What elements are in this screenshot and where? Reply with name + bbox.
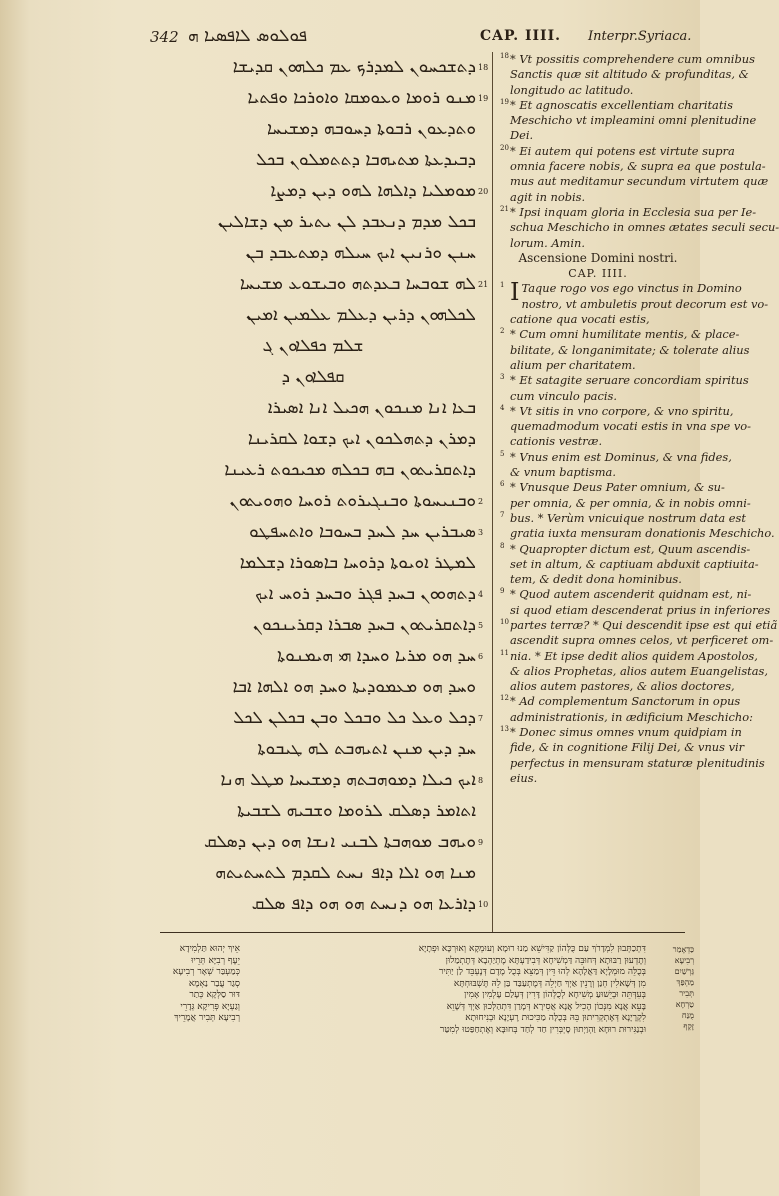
latin-line xyxy=(500,465,696,480)
interpretation-label: Interpr.Syriaca. xyxy=(588,29,692,44)
latin-line-text: * Vnus enim est Dominus, & vna fides, xyxy=(510,449,732,464)
syriac-line: ܕܬܫܟܚܘܢ ܠܡܕܪܟ ܥܡ ܟܠܗܘܢ ܩܕܝܫܐ xyxy=(232,57,476,77)
latin-line-text: bus. * Verùm vnicuique nostrum data est xyxy=(510,510,746,525)
syriac-verse-number xyxy=(478,114,490,145)
latin-line-text: quemadmodum vocati estis in vna spe vo- xyxy=(510,419,751,434)
latin-line xyxy=(500,725,742,740)
syriac-line: ܕܒܝܕܥܬܐ ܡܬܝܗܒܐ ܕܬܬܡܠܘܢ ܒܟܠ xyxy=(255,150,476,170)
latin-line-text: * Quapropter dictum est, Quum ascendis- xyxy=(510,541,751,556)
latin-line xyxy=(500,617,778,633)
syriac-verse-number xyxy=(478,145,490,176)
latin-line-text: Taque rogo vos ego vinctus in Domino xyxy=(521,281,742,296)
syriac-verse-number: 3 xyxy=(478,528,484,537)
latin-line-text: ascendit supra omnes celos, vt perficeret om- xyxy=(510,633,774,648)
syriac-verse-number: 6 xyxy=(478,652,484,661)
syriac-line: ܡܢܘ ܪܘܡܐ ܘܥܘܡܩܐ ܘܐܘܪܟܐ ܘܦܬܝܐ xyxy=(247,88,476,108)
latin-line xyxy=(500,236,696,251)
latin-line-text: mus aut meditamur secundum virtutem quæ xyxy=(510,174,769,189)
hebrew-accent-line: רְבִיעָא תְּבִיר אֲמָרֵיךְ xyxy=(174,1013,240,1023)
latin-line xyxy=(500,159,766,174)
latin-verse-number: 3 xyxy=(500,373,505,382)
latin-verse-number: 4 xyxy=(500,403,505,412)
latin-line-text: Meschicho vt impleamini omni plenitudine xyxy=(510,113,757,128)
hebrew-accent-line: אֵיךְ יְהוּא תַּלְמִידָא xyxy=(179,944,240,954)
latin-verse-number: 10 xyxy=(500,617,509,626)
latin-line-text: & alios Prophetas, alios autem Euangelistas, xyxy=(510,663,768,678)
latin-line-text: & vnum baptisma. xyxy=(510,465,616,480)
syriac-line: ܩܦܠܐܘܢ ܕ xyxy=(281,367,345,387)
syriac-line: ܒܥܐ ܐܢܐ ܡܢܟܘܢ ܗܟܝܠ ܐܢܐ ܐܣܝܪܐ xyxy=(267,398,476,418)
syriac-verse-number xyxy=(478,734,490,765)
latin-line xyxy=(500,449,732,465)
syriac-verse-number xyxy=(478,455,490,486)
latin-line-text: agit in nobis. xyxy=(510,189,586,204)
syriac-line: ܕܐܬܩܪܝܬܘܢ ܒܗ ܒܟܠܗ ܡܟܝܟܘܬ ܪܥܝܢܐ xyxy=(224,460,476,480)
latin-line xyxy=(500,663,768,679)
latin-verse-number: 6 xyxy=(500,480,505,489)
hebrew-text-line: לִקְרָיָנָא דְּאֶתְקְרִיתוּן בֵּהּ בְּכֻלָּה מַכִּיכוּת רֶעְיָנָא וּבְנִיחוּתָא xyxy=(465,1013,646,1023)
syriac-line: ܘܬܕܥܘܢ ܪܒܘܬܐ ܕܚܘܒܗ ܕܡܫܝܚܐ xyxy=(267,119,476,139)
syriac-verse-number xyxy=(478,207,490,238)
syriac-verse-number: 10 xyxy=(478,900,489,909)
section-heading xyxy=(500,251,696,266)
syriac-verse-number xyxy=(478,548,490,579)
latin-line-text: * Vt sitis in vno corpore, & vno spiritu, xyxy=(510,403,734,418)
syriac-line: ܠܡܛܪ ܐܘܝܘܬܐ ܕܪܘܚܐ ܒܐܣܘܪܐ ܕܫܠܡܐ xyxy=(239,553,476,573)
latin-line-text: eius. xyxy=(510,770,538,785)
syriac-line: ܒܟܠ ܡܕܡ ܕܢܥܒܕ ܠܢ ܝܬܝܪ ܡܢ ܕܫܐܠܝܢ xyxy=(218,212,476,232)
latin-line-text: Ascensione Domini nostri. xyxy=(518,250,678,265)
hebrew-text-line: וְתֶדְעוּן רַבּוּתָא דְּחוּבֵּה דַּמְשִׁיחָא דְּבִידַעְתָּא מֶתְיַהְבָא דְּתֶתְמַלוּן xyxy=(445,955,646,966)
latin-line xyxy=(500,480,725,495)
latin-line-text: gratia iuxta mensuram donationis Meschicho. xyxy=(510,526,775,541)
latin-line-text: perfectus in mensuram staturæ plenitudinis xyxy=(510,755,765,770)
latin-line xyxy=(500,541,751,557)
syriac-verse-number: 7 xyxy=(478,714,484,723)
latin-line xyxy=(500,556,759,572)
latin-line-text: alium per charitatem. xyxy=(510,357,636,372)
syriac-line: ܘܒܢܝܚܘܬܐ ܘܒܢܓܝܪܘܬ ܪܘܚܐ ܘܗܘܝܬܘܢ xyxy=(229,491,476,511)
latin-line-text: * Quod autem ascenderit quidnam est, ni- xyxy=(510,587,752,602)
column-divider xyxy=(492,52,493,932)
latin-line xyxy=(500,694,741,709)
syriac-line: ܣܝܒܪܝܢ ܚܕ ܠܚܕ ܒܚܘܒܐ ܘܐܬܚܦܛܘ xyxy=(249,522,476,542)
syriac-verse-numbers xyxy=(478,52,490,920)
hebrew-text-line: בָּעֵא אֲנָא מִנְּכוֹן הָכִיל אֲנָא אֲסִירָא דְּמָרַן דִּתְהַלְּכוּן אַיְךְ דְּשָׁוֵא xyxy=(446,1001,646,1012)
hebrew-accent-line: וְגַעְיָא פְּרִיקָא גְּדָרֵי xyxy=(180,1001,240,1012)
syriac-verse-number: 9 xyxy=(478,838,484,847)
latin-line-text: * Donec simus omnes vnum quidpiam in xyxy=(510,725,742,740)
latin-line xyxy=(500,327,740,342)
latin-line xyxy=(500,389,696,404)
syriac-line: ܫܠܡ ܟܦܠܐܘܢ ܓ xyxy=(262,336,364,356)
latin-line-text: set in altum, & captiuam abduxit captiuita- xyxy=(510,556,759,571)
syriac-verse-number: 20 xyxy=(478,187,489,196)
hebrew-margin-line: טַרְחָא xyxy=(675,1000,694,1009)
page-number: 342 xyxy=(150,28,179,46)
latin-line xyxy=(500,526,775,541)
latin-line-text: bilitate, & longanimitate; & tolerate alius xyxy=(510,342,750,357)
latin-line-text: omnia facere nobis, & supra ea que postula- xyxy=(510,159,766,174)
latin-line xyxy=(500,174,769,189)
syriac-line: ܡܢܐ ܗܘ ܐܠܐ ܕܐܦ ܢܚܬ ܠܩܕܡ ܠܬܚܬܝܬܗ xyxy=(215,863,476,883)
hebrew-margin-line: גֵּרְשַׁיִם xyxy=(674,967,694,976)
latin-line xyxy=(500,220,779,235)
latin-verse-number: 7 xyxy=(500,510,505,519)
latin-verse-number: 1 xyxy=(500,281,505,290)
syriac-line: ܡܘܡܠܝܐ ܕܐܠܗܐ ܠܗܘ ܕܝܢ ܕܡܨܐ xyxy=(270,181,476,201)
hebrew-margin-line: כַּדְאָמַר xyxy=(672,945,694,954)
syriac-line: ܚܕ ܕܝܢ ܡܢܢ ܐܬܝܗܒܬ ܠܗ ܛܝܒܘܬܐ xyxy=(257,739,476,759)
syriac-line: ܐܝܟ ܟܝܠܐ ܕܡܘܗܒܬܗ ܕܡܫܝܚܐ ܡܛܠ ܗܢܐ xyxy=(220,770,476,790)
latin-line xyxy=(500,434,696,449)
latin-line xyxy=(500,358,696,373)
latin-line-text: catione qua vocati estis, xyxy=(510,312,650,327)
hebrew-text-line: מִן דְּשָׁאלִין חְנַן וְרָנֵין אַיְךְ חַיְלֵה דְּמֶתְעַבַּד בַּן לֵהּ תֶּשְׁבּוּחְתָּא xyxy=(453,978,646,989)
latin-line-text: Dei. xyxy=(510,128,534,143)
latin-line-text: * Ad complementum Sanctorum in opus xyxy=(510,694,741,709)
latin-line xyxy=(500,587,752,602)
latin-verse-number: 19 xyxy=(500,97,509,106)
latin-line-text: per omnia, & per omnia, & in nobis omni- xyxy=(510,495,751,510)
footnote-divider xyxy=(160,932,685,933)
hebrew-text-line: בְּכֻלֵּה מוּמְלָיָא דַּאֲלָהָא לְהוּ דֵּין דְּמַצֵּא בְּכֻל מֶדֶם דְּנֶעְבֵּד לַן יַתִּיר xyxy=(438,967,646,977)
latin-line-text: Sanctis quæ sit altitudo & profunditas, & xyxy=(510,67,749,82)
latin-line-text: * Cum omni humilitate mentis, & place- xyxy=(510,327,740,342)
latin-line xyxy=(500,495,751,511)
latin-line xyxy=(500,709,753,725)
latin-line-text: partes terræ? * Qui descendit ipse est qui etiã xyxy=(510,617,778,632)
latin-line-text: * Ipsi inquam gloria in Ecclesia sua per Ie- xyxy=(510,204,757,219)
latin-line-text: nostro, vt ambuletis prout decorum est vo- xyxy=(521,296,769,311)
hebrew-margin-line: מֻנַּח xyxy=(681,1011,694,1020)
latin-text-column xyxy=(500,52,779,922)
syriac-line: ܚܢܢ ܘܪܢܝܢ ܐܝܟ ܚܝܠܗ ܕܡܬܥܒܕ ܒܢ xyxy=(245,243,476,263)
syriac-line: ܠܗ ܫܘܒܚܐ ܒܥܕܬܗ ܘܒܝܫܘܥ ܡܫܝܚܐ xyxy=(239,274,476,294)
latin-line-text: fide, & in cognitione Filij Dei, & vnus vir xyxy=(510,740,745,755)
latin-line-text: CAP. IIII. xyxy=(568,267,628,281)
hebrew-text-line: דִּתְכַתְּבוּן לִמְדָרֹךְ עַם כֻּלְּהוֹן קַדִּישֵׁא מַנוּ רוּמָא וְעוּמְקָא וְאוּרְכָּא וּפְתָיָא xyxy=(418,944,646,954)
latin-line xyxy=(500,83,696,98)
syriac-text-column xyxy=(150,52,476,920)
hebrew-margin-line: מַהְפַּךְ xyxy=(676,978,694,987)
hebrew-accent-line: יֵעֶף רְבִיָּא תְּרֵיוּ xyxy=(191,955,240,966)
latin-verse-number: 18 xyxy=(500,52,509,60)
latin-verse-number: 8 xyxy=(500,541,505,550)
chapter-label: CAP. IIII. xyxy=(480,28,562,44)
hebrew-translation-block xyxy=(246,944,646,1036)
hebrew-margin-line: זָקֵף xyxy=(683,1022,694,1031)
latin-line xyxy=(500,633,774,648)
latin-line xyxy=(500,572,696,587)
latin-line xyxy=(500,204,757,220)
latin-line xyxy=(500,113,757,128)
hebrew-margin-line: תְּבִיר xyxy=(679,989,694,998)
latin-verse-number: 9 xyxy=(500,587,505,596)
syriac-verse-number: 21 xyxy=(478,280,489,289)
syriac-verse-number: 8 xyxy=(478,776,484,785)
latin-line xyxy=(500,510,746,526)
page-header xyxy=(150,28,690,50)
latin-line xyxy=(500,419,751,434)
drop-capital: I xyxy=(510,278,520,307)
hebrew-text-line: בְּעִדְּתֵּה וּבְיֵשׁוּעַ מְשִׁיחָא לְכֻלְּהוֹן דָּרִין דְּעָלַם עָלְמִין אָמִין xyxy=(464,990,646,1000)
hebrew-margin-line: רְבִיעָא xyxy=(674,956,694,965)
latin-verse-number: 2 xyxy=(500,327,505,336)
hebrew-text-line: וּבְנַגִּירוּת רוּחָא וַהְוַיְתוּן סָיְבְּרִין חַד לְחַד בְּחוּבָּא וְאֶתְחַפַּטוּ לְמִטַּר xyxy=(439,1024,646,1035)
latin-line-text: * Ei autem qui potens est virtute supra xyxy=(510,143,735,158)
syriac-verse-number xyxy=(478,238,490,269)
latin-line-text: * Et satagite seruare concordiam spiritus xyxy=(510,373,749,388)
hebrew-accent-line: כְּמַעְבַּר שְׁאָר רְבִיעָא xyxy=(172,967,240,977)
latin-verse-number: 12 xyxy=(500,694,509,703)
latin-verse-number: 5 xyxy=(500,449,505,458)
latin-line xyxy=(500,67,749,82)
latin-line-text: schua Meschicho in omnes ætates seculi secu- xyxy=(510,220,779,235)
syriac-verse-number xyxy=(478,393,490,424)
latin-line xyxy=(500,403,734,419)
syriac-verse-number: 5 xyxy=(478,621,484,630)
syriac-verse-number: 19 xyxy=(478,94,489,103)
syriac-line: ܕܟܠ ܘܥܠ ܟܠ ܘܒܟܠ ܘܒܢ ܒܟܠܢ ܠܟܠ xyxy=(233,708,476,728)
latin-line-text: alios autem pastores, & alios doctores, xyxy=(510,679,735,694)
latin-line xyxy=(500,128,696,143)
latin-line xyxy=(500,312,696,327)
syriac-verse-number xyxy=(478,362,490,393)
latin-line-text: cum vinculo pacis. xyxy=(510,388,617,403)
latin-line-text: si quod etiam descenderat prius in inferiores xyxy=(510,602,771,617)
latin-line-text: * Vt possitis comprehendere cum omnibus xyxy=(510,52,755,66)
latin-verse-number: 20 xyxy=(500,143,509,152)
latin-line xyxy=(500,342,750,358)
latin-line xyxy=(500,97,733,113)
syriac-verse-number xyxy=(478,331,490,362)
latin-line xyxy=(500,190,696,205)
syriac-verse-number: 2 xyxy=(478,497,484,506)
latin-line xyxy=(500,52,755,67)
syriac-line: ܕܡܪܢ ܕܬܗܠܟܘܢ ܐܝܟ ܕܫܘܐ ܠܩܪܝܢܐ xyxy=(247,429,476,449)
hebrew-accent-line: דּוּר סַלְּקָא כְּתַר xyxy=(189,990,240,1000)
running-title-syriac: ܦܘܠܘܣ ܠܐܦܣܝܐ ܗ xyxy=(188,26,308,46)
latin-line-text: longitudo ac latitudo. xyxy=(510,82,634,97)
latin-line-text: nia. * Et ipse dedit alios quidem Apostolos, xyxy=(510,648,758,663)
hebrew-margin-notes xyxy=(646,944,694,1032)
syriac-line: ܘܚܕ ܗܘ ܡܥܡܘܕܝܬܐ ܘܚܕ ܗܘ ܐܠܗܐ ܐܒܐ xyxy=(232,677,476,697)
latin-line xyxy=(500,648,758,664)
syriac-verse-number xyxy=(478,672,490,703)
hebrew-accent-line: סְגַר עֲבַר נַאְמָא xyxy=(188,978,240,989)
latin-line xyxy=(500,771,696,786)
syriac-line: ܠܟܠܗܘܢ ܕܪܝܢ ܕܥܠܡ ܥܠܡܝܢ ܐܡܝܢ xyxy=(246,305,476,325)
syriac-verse-number xyxy=(478,300,490,331)
latin-line-text: * Et agnoscatis excellentiam charitatis xyxy=(510,97,733,112)
latin-line xyxy=(500,755,765,771)
syriac-verse-number: 4 xyxy=(478,590,484,599)
latin-line-text: tem, & dedit dona hominibus. xyxy=(510,572,682,587)
latin-line xyxy=(500,740,745,755)
syriac-verse-number: 18 xyxy=(478,63,489,72)
syriac-line: ܕܬܗܘܘܢ ܒܚܕ ܦܓܪ ܘܒܚܕ ܪܘܚ ܐܝܟ xyxy=(255,584,476,604)
latin-line xyxy=(500,602,771,618)
latin-line xyxy=(500,679,735,694)
latin-line-text: lorum. Amin. xyxy=(510,235,585,250)
syriac-line: ܚܕ ܗܘ ܡܪܝܐ ܘܚܕܐ ܗܝ ܗܝܡܢܘܬܐ xyxy=(277,646,476,666)
latin-verse-number: 13 xyxy=(500,725,509,734)
latin-line xyxy=(500,373,749,388)
latin-verse-number: 11 xyxy=(500,648,509,657)
syriac-verse-number xyxy=(478,796,490,827)
latin-line-text: administrationis, in ædificium Meschicho: xyxy=(510,709,753,724)
syriac-line: ܕܐܪܥܐ ܗܘ ܕܢܚܬ ܗܘ ܗܘ ܕܐܦ ܣܠܩ xyxy=(251,894,476,914)
latin-line xyxy=(500,143,735,159)
latin-line-text: cationis vestræ. xyxy=(510,434,603,449)
syriac-verse-number xyxy=(478,424,490,455)
latin-verse-number: 21 xyxy=(500,204,509,213)
hebrew-accent-table xyxy=(148,944,240,1025)
syriac-line: ܘܝܗܒ ܡܘܗܒܬܐ ܠܒܢܝ ܐܢܫܐ ܗܘ ܕܝܢ ܕܣܠܩ xyxy=(203,832,476,852)
syriac-line: ܐܬܐܡܪ ܕܣܠܩ ܠܪܘܡܐ ܘܫܒܝܗ ܠܫܒܝܬܐ xyxy=(237,801,476,821)
syriac-line: ܕܐܬܩܪܝܬܘܢ ܒܚܕ ܣܒܪܐ ܕܩܪܝܢܟܘܢ xyxy=(252,615,476,635)
latin-line xyxy=(500,296,769,312)
latin-line-text: * Vnusque Deus Pater omnium, & su- xyxy=(510,480,725,495)
syriac-verse-number xyxy=(478,858,490,889)
chapter-heading xyxy=(500,266,696,281)
